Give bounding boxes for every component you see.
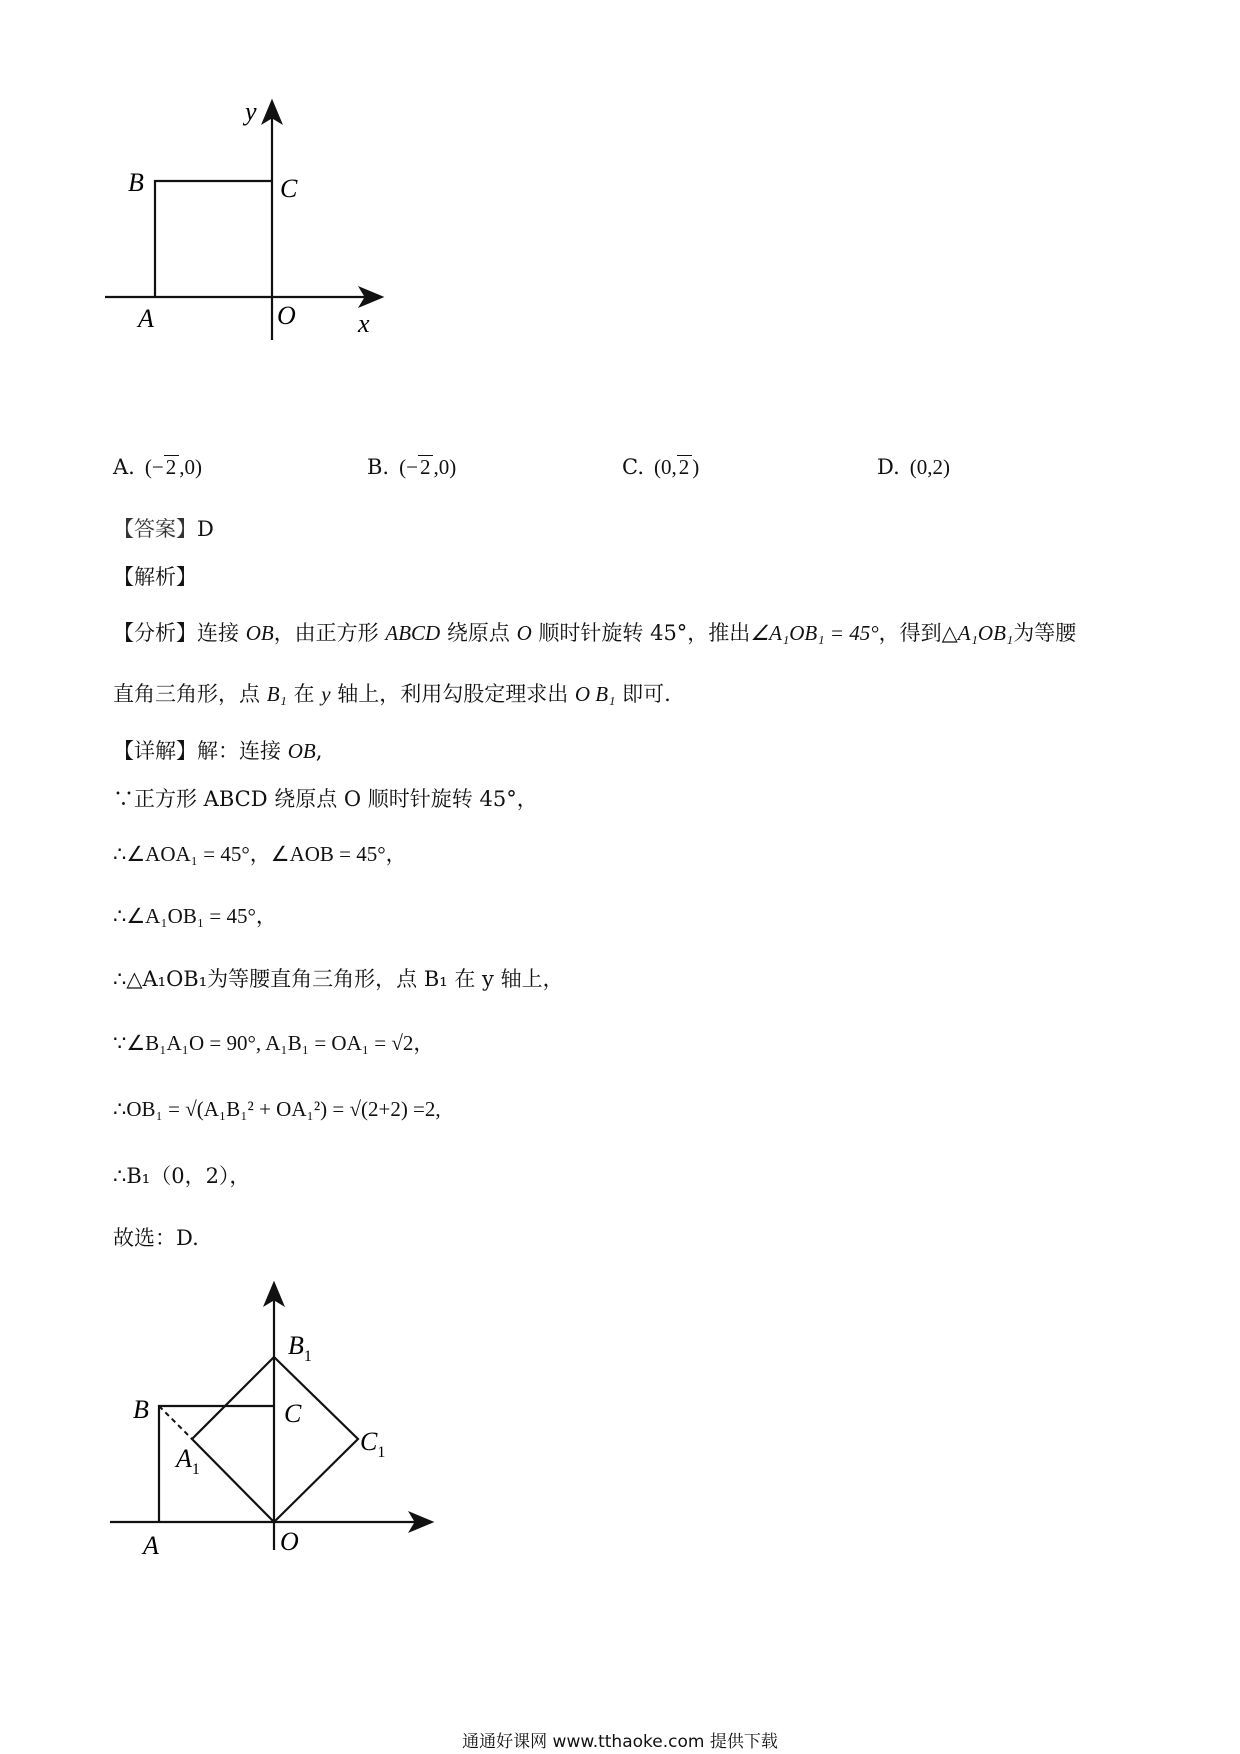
option-letter: C. [622, 455, 644, 479]
label-y: y [245, 97, 257, 126]
text: 连接 [197, 621, 246, 645]
fenxi-line-2 [113, 678, 671, 708]
option-letter: B. [367, 455, 390, 479]
fenxi-tag: 【分析】 [113, 621, 197, 645]
detail-intro [113, 735, 322, 765]
footer-source: 通通好课网 www.tthaoke.com 提供下载 [462, 1732, 778, 1752]
option-letter: D. [877, 455, 900, 479]
answer-tag: 【答案】 [113, 517, 197, 541]
math-angle: ∠A₁OB₁ = 45° [750, 621, 879, 645]
option-value: (0,2) [909, 455, 951, 479]
text: 顺时针旋转 45°，推出 [531, 621, 751, 645]
detail-step-6: ∴OB₁ = √(A₁B₁² + OA₁²) = √(2+2) =2, [113, 1097, 441, 1121]
text: 绕原点 [440, 621, 517, 645]
math-ob: OB [287, 739, 316, 763]
text: 在 [286, 682, 322, 706]
dashed-segment [159, 1406, 192, 1439]
figure-square-axes [100, 95, 400, 395]
label-C: C [280, 174, 298, 203]
math-o: O [516, 621, 532, 645]
detail-step-4: ∴△A₁OB₁为等腰直角三角形，点 B₁ 在 y 轴上， [113, 967, 564, 991]
fenxi-line-1 [113, 617, 1076, 647]
detail-step-5: ∵∠B₁A₁O = 90°, A₁B₁ = OA₁ = √2， [113, 1031, 435, 1055]
figure-rotated-square [100, 1280, 440, 1590]
label-A: A [138, 304, 154, 333]
label-A: A [143, 1531, 159, 1560]
option-value: (−2 ,0) [399, 455, 457, 479]
label-C: C [284, 1399, 302, 1428]
math-tri: A₁OB₁ [957, 621, 1014, 645]
text: 轴上，利用勾股定理求出 [330, 682, 575, 706]
math-b1: B₁ [266, 682, 287, 706]
math-ob1: O B₁ [574, 682, 616, 706]
analysis-tag: 【解析】 [113, 565, 197, 589]
label-B1: $B_1$ [288, 1331, 312, 1365]
answer-line [113, 513, 214, 543]
text: 即可. [615, 682, 671, 706]
detail-step-1: ∵正方形 ABCD 绕原点 O 顺时针旋转 45°， [113, 787, 538, 811]
option-b [367, 455, 456, 480]
option-c [622, 455, 699, 480]
math-ob: OB [245, 621, 274, 645]
label-A1: $A_1$ [176, 1444, 200, 1478]
text: ，由正方形 [273, 621, 386, 645]
label-x: x [358, 309, 370, 338]
label-C1: $C_1$ [360, 1427, 386, 1461]
text: ，得到△ [878, 621, 958, 645]
option-value: (−2 ,0) [144, 455, 202, 479]
detail-step-3: ∴∠A₁OB₁ = 45°， [113, 904, 277, 928]
math-abcd: ABCD [385, 621, 441, 645]
answer-value: D [197, 517, 214, 541]
text: 直角三角形，点 [113, 682, 267, 706]
label-O: O [277, 301, 296, 330]
label-O: O [280, 1527, 299, 1556]
option-letter: A. [113, 455, 135, 479]
detail-step-8: 故选：D. [113, 1226, 199, 1250]
detail-step-2: ∴∠AOA₁ = 45°，∠AOB = 45°， [113, 842, 407, 866]
detail-step-7: ∴B₁（0，2）， [113, 1164, 251, 1188]
text: , [315, 739, 323, 763]
text: 解：连接 [197, 739, 288, 763]
label-B: B [128, 168, 144, 197]
option-d [877, 455, 950, 480]
detail-tag: 【详解】 [113, 739, 197, 763]
option-a [113, 455, 202, 480]
math-y: y [321, 682, 331, 706]
label-B: B [133, 1395, 149, 1424]
option-value: (0,2 ) [654, 455, 700, 479]
text: 为等腰 [1013, 621, 1077, 645]
square-outline [155, 181, 272, 297]
